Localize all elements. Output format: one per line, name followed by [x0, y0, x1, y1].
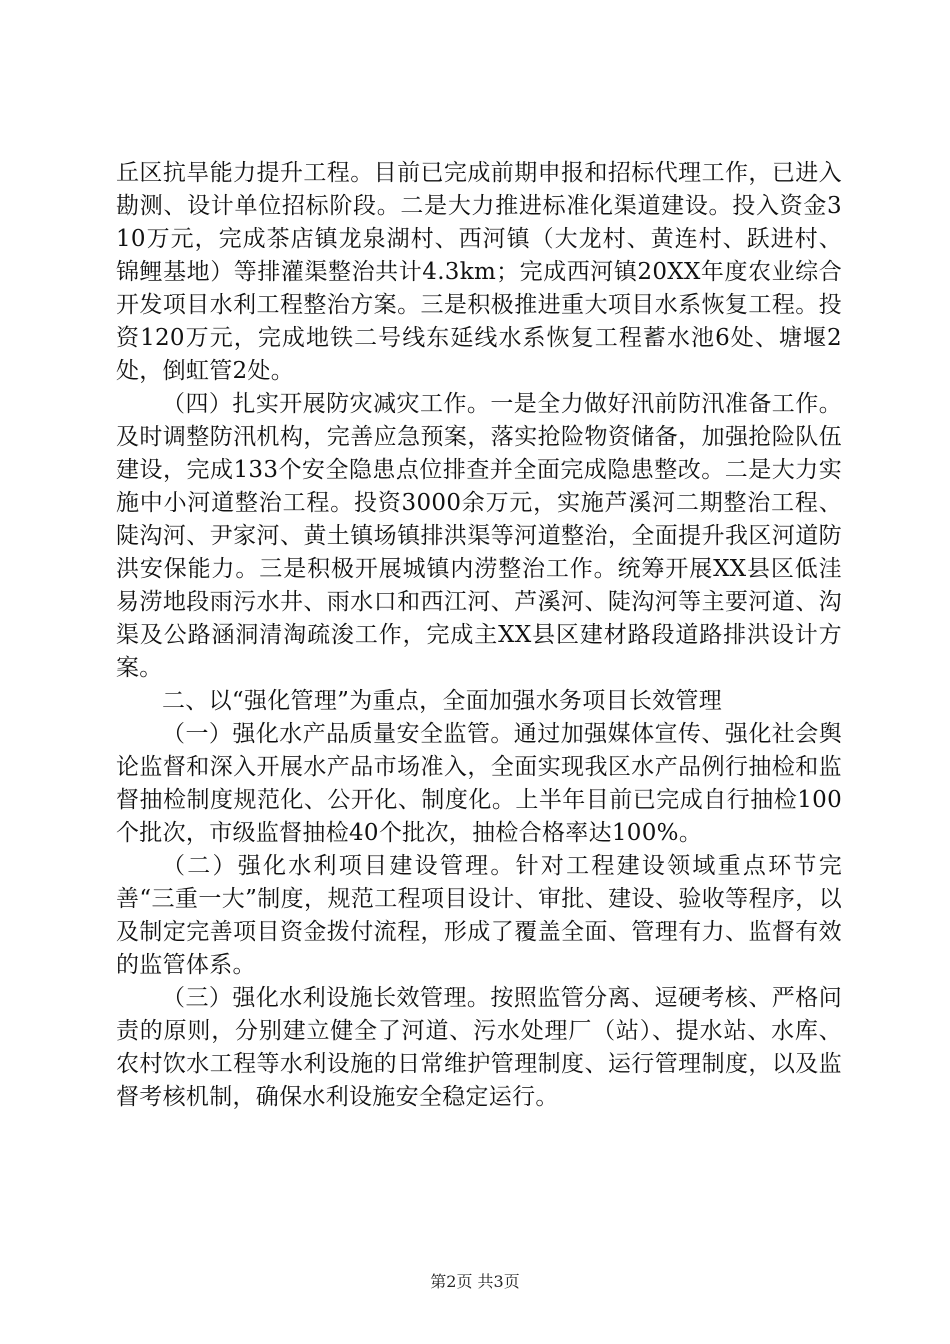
section-heading-management: 二、以“强化管理”为重点，全面加强水务项目长效管理 — [162, 688, 723, 714]
document-body — [116, 157, 842, 1114]
paragraph-disaster-prevention: （四）扎实开展防灾减灾工作。一是全力做好汛前防汛准备工作。及时调整防汛机构，完善应急预案，落实抢险物资储备，加强抢险队伍建设，完成133个安全隐患点位排查并全面完成隐患整改。二是大力实施中小河道整治工程。投资3000余万元，实施芦溪河二期整治工程、陡沟河、尹家河、黄土镇场镇排洪渠等河道整治，全面提升我区河道防洪安保能力。三是积极开展城镇内涝整治工作。统筹开展XX县区低洼易涝地段雨污水井、雨水口和西江河、芦溪河、陡沟河等主要河道、沟渠及公路涵洞清淘疏浚工作，完成主XX县区建材路段道路排洪设计方案。 — [116, 391, 842, 681]
paragraph-facility-long-term-management: （三）强化水利设施长效管理。按照监管分离、逗硬考核、严格问责的原则，分别建立健全了河道、污水处理厂（站）、提水站、水库、农村饮水工程等水利设施的日常维护管理制度、运行管理制度，以及监督考核机制，确保水利设施安全稳定运行。 — [116, 985, 842, 1110]
page-number-footer: 第2页 共3页 — [430, 1272, 520, 1291]
paragraph-project-construction-management: （二）强化水利项目建设管理。针对工程建设领域重点环节完善“三重一大”制度，规范工程项目设计、审批、建设、验收等程序，以及制定完善项目资金拨付流程，形成了覆盖全面、管理有力、监督有效的监管体系。 — [116, 853, 842, 978]
paragraph-continuation: 丘区抗旱能力提升工程。目前已完成前期申报和招标代理工作，已进入勘测、设计单位招标阶段。二是大力推进标准化渠道建设。投入资金310万元，完成茶店镇龙泉湖村、西河镇（大龙村、黄连村、跃进村、锦鲤基地）等排灌渠整治共计4.3km；完成西河镇20XX年度农业综合开发项目水利工程整治方案。三是积极推进重大项目水系恢复工程。投资120万元，完成地铁二号线东延线水系恢复工程蓄水池6处、塘堰2处，倒虹管2处。 — [116, 160, 842, 384]
paragraph-aquatic-product-supervision: （一）强化水产品质量安全监管。通过加强媒体宣传、强化社会舆论监督和深入开展水产品市场准入，全面实现我区水产品例行抽检和监督抽检制度规范化、公开化、制度化。上半年目前已完成自行抽检100个批次，市级监督抽检40个批次，抽检合格率达100%。 — [116, 721, 842, 846]
